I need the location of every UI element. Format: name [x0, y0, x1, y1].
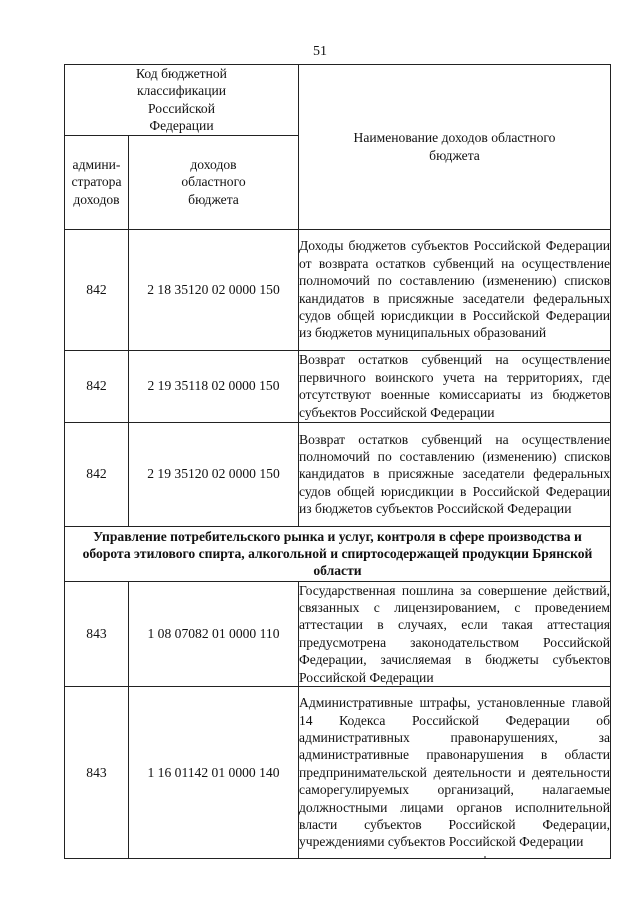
- scan-speck: [484, 856, 486, 858]
- table-header-row: [65, 65, 611, 136]
- page-number: 51: [313, 44, 327, 59]
- header-name: [299, 65, 611, 230]
- revenue-code: 2 19 35118 02 0000 150: [129, 350, 299, 422]
- revenue-code: 2 18 35120 02 0000 150: [129, 229, 299, 350]
- organization-name: Управление потребительского рынка и услуг, контроля в сфере производства и оборота этилового спирта, алкогольной и спиртосодержащей продукции Брянской области: [65, 526, 611, 581]
- admin-code: 843: [65, 687, 129, 859]
- table-row: [65, 229, 611, 350]
- revenue-code: 2 19 35120 02 0000 150: [129, 422, 299, 526]
- table-row: [65, 422, 611, 526]
- revenue-code: 1 08 07082 01 0000 110: [129, 581, 299, 686]
- revenue-name: Доходы бюджетов субъектов Российской Федерации от возврата остатков субвенций на осуществление полномочий по составлению (изменению) списков кандидатов в присяжные заседатели федеральных судов общей юрисдикции в Российской Федерации из бюджетов муниципальных образований: [299, 229, 611, 350]
- budget-revenue-table: [64, 64, 611, 859]
- revenue-name: Административные штрафы, установленные главой 14 Кодекса Российской Федерации об административных правонарушениях, за административные правонарушения в области предпринимательской деятельности и деятельности саморегулируемых организаций, налагаемые должностными лицами органов исполнительной власти субъектов Российской Федерации, учреждениями субъектов Российской Федерации: [299, 687, 611, 859]
- revenue-name: Государственная пошлина за совершение действий, связанных с лицензированием, с проведением аттестации в случаях, если такая аттестация предусмотрена законодательством Российской Федерации, зачисляемая в бюджеты субъектов Российской Федерации: [299, 582, 610, 685]
- admin-code: 842: [65, 350, 129, 422]
- admin-code: 843: [65, 581, 129, 686]
- table-row: [65, 350, 611, 422]
- organization-row: [65, 526, 611, 581]
- revenue-name: Возврат остатков субвенций на осуществление полномочий по составлению (изменению) списков кандидатов в присяжные заседатели федеральных судов общей юрисдикции в Российской Федерации из бюджетов субъектов Российской Федерации: [299, 422, 611, 526]
- header-administrator: [65, 135, 129, 229]
- revenue-code: 1 16 01142 01 0000 140: [129, 687, 299, 859]
- table-row: [65, 581, 611, 686]
- admin-code: 842: [65, 422, 129, 526]
- header-revenue-text: доходов областного бюджета: [181, 157, 246, 207]
- header-code-group: [65, 65, 299, 136]
- header-code-group-text: Код бюджетной классификации Российской Федерации: [136, 66, 227, 134]
- header-administrator-text: админи-стратора доходов: [71, 157, 122, 207]
- admin-code: 842: [65, 229, 129, 350]
- header-revenue: [129, 135, 299, 229]
- header-name-text: Наименование доходов областного бюджета: [353, 130, 556, 163]
- revenue-name: Возврат остатков субвенций на осуществление первичного воинского учета на территориях, где отсутствуют военные комиссариаты из бюджетов субъектов Российской Федерации: [299, 350, 611, 422]
- table-row: [65, 687, 611, 859]
